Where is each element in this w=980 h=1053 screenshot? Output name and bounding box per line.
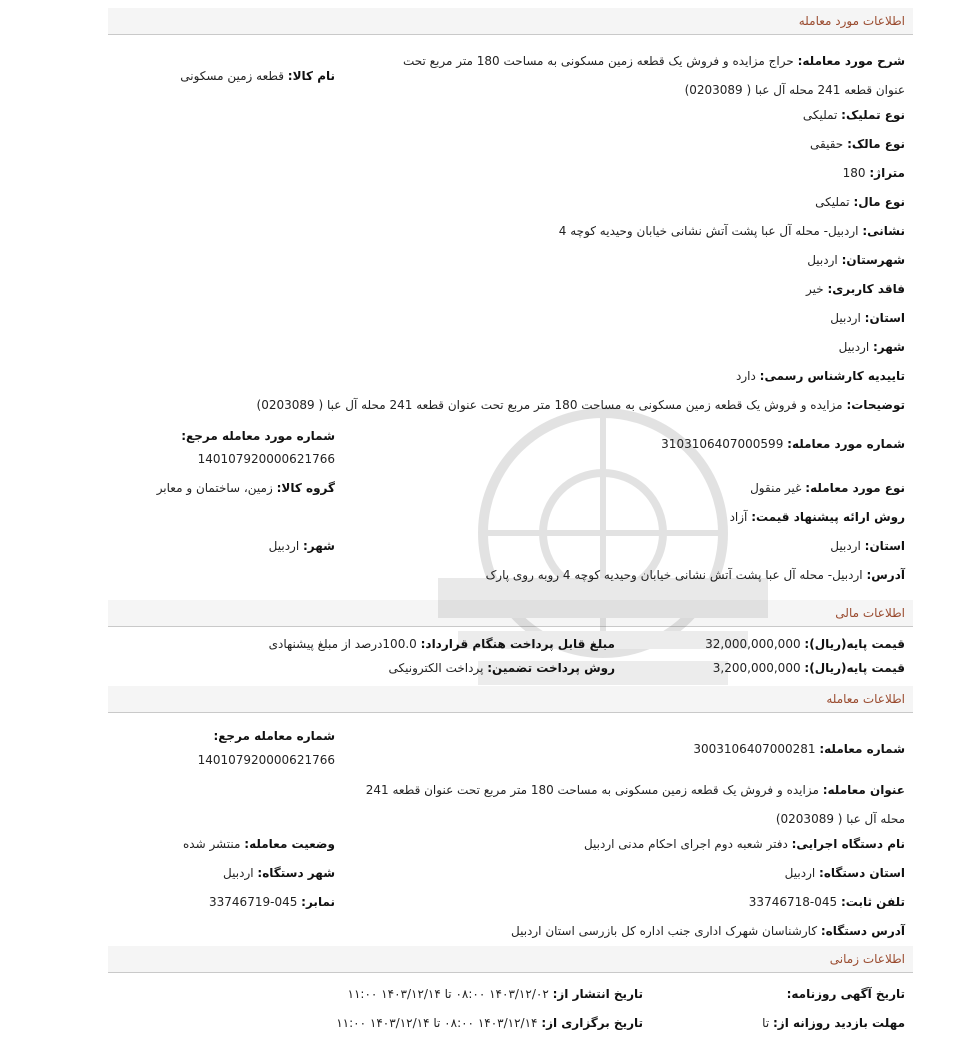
guarantee-method-label: روش پرداخت تضمین: <box>487 661 615 675</box>
deal-info-section <box>108 35 913 600</box>
publish-date <box>348 987 643 1001</box>
phone-label: تلفن ثابت: <box>840 895 905 909</box>
address <box>559 224 905 238</box>
transaction-title <box>345 776 905 834</box>
expert-approval-label: تاییدیه کارشناس رسمی: <box>759 369 905 383</box>
offer-method-value: آزاد <box>729 510 748 524</box>
city <box>839 340 905 354</box>
visit-deadline-value: تا <box>762 1016 770 1030</box>
guarantee-method-value: پرداخت الکترونیکی <box>388 661 484 675</box>
org-name-value: دفتر شعبه دوم اجرای احکام مدنی اردبیل <box>583 837 788 851</box>
transaction-ref-label: شماره معامله مرجع: <box>213 729 335 743</box>
offer-method <box>730 510 905 524</box>
section-header-financial: اطلاعات مالی <box>108 600 913 627</box>
newspaper-date <box>787 987 905 1001</box>
visit-deadline <box>762 1016 905 1030</box>
no-usage <box>806 282 905 296</box>
org-city-label: شهر دستگاه: <box>257 866 335 880</box>
deal-kind <box>750 481 905 495</box>
city-2-value: اردبیل <box>268 539 300 553</box>
city-value: اردبیل <box>838 340 870 354</box>
transaction-number <box>693 742 905 756</box>
province-2-value: اردبیل <box>830 539 861 553</box>
goods-name-value: قطعه زمین مسکونی <box>180 69 284 83</box>
payable-amount <box>269 637 615 651</box>
base-price-2-value: 3,200,000,000 <box>712 661 801 675</box>
county-label: شهرستان: <box>841 253 905 267</box>
org-city <box>223 866 335 880</box>
hold-date <box>336 1016 643 1030</box>
org-province <box>785 866 905 880</box>
goods-group-label: گروه کالا: <box>276 481 335 495</box>
org-address-value: کارشناسان شهرک اداری جنب اداره کل بازرسی استان اردبیل <box>510 924 818 938</box>
deal-description-value: حراج مزایده و فروش یک قطعه زمین مسکونی به مساحت 180 متر مربع تحت عنوان قطعه 241 محله آل عبا ( 0203089) <box>403 54 905 97</box>
deal-description <box>385 47 905 105</box>
explanations <box>257 398 905 412</box>
publish-date-value: ۱۴۰۳/۱۲/۰۲ ۰۸:۰۰ تا ۱۴۰۳/۱۲/۱۴ ۱۱:۰۰ <box>347 987 549 1001</box>
address-2 <box>486 568 905 582</box>
hold-date-label: تاریخ برگزاری از: <box>541 1016 643 1030</box>
ref-deal-number-value: 140107920000621766 <box>197 452 335 466</box>
deal-description-label: شرح مورد معامله: <box>797 54 905 68</box>
base-price-label: قیمت پایه(ریال): <box>804 637 905 651</box>
county-value: اردبیل <box>807 253 838 267</box>
publish-date-label: تاریخ انتشار از: <box>552 987 643 1001</box>
address-2-value: اردبیل- محله آل عبا پشت آتش نشانی خیابان وحیدیه کوچه 4 روبه روی پارک <box>485 568 863 582</box>
province-value: اردبیل <box>830 311 861 325</box>
ownership-type-label: نوع تملیک: <box>841 108 905 122</box>
goods-group <box>157 481 335 495</box>
financial-section <box>108 627 913 686</box>
explanations-label: توضیحات: <box>846 398 905 412</box>
property-type <box>815 195 905 209</box>
base-price <box>705 637 905 651</box>
base-price-2 <box>713 661 905 675</box>
owner-type-value: حقیقی <box>810 137 844 151</box>
fax <box>209 895 335 909</box>
address-label: نشانی: <box>862 224 905 238</box>
fax-value: 045-33746719 <box>209 895 298 909</box>
county <box>807 253 905 267</box>
ownership-type-value: تملیکی <box>802 108 838 122</box>
area-value: 180 <box>842 166 866 180</box>
expert-approval-value: دارد <box>736 369 756 383</box>
owner-type <box>810 137 905 151</box>
deal-kind-value: غیر منقول <box>750 481 802 495</box>
transaction-number-label: شماره معامله: <box>819 742 905 756</box>
offer-method-label: روش ارائه پیشنهاد قیمت: <box>751 510 905 524</box>
base-price-value: 32,000,000,000 <box>705 637 801 651</box>
area <box>843 166 905 180</box>
base-price-2-label: قیمت پایه(ریال): <box>804 661 905 675</box>
transaction-title-value: مزایده و فروش یک قطعه زمین مسکونی به مساحت 180 متر مربع تحت عنوان قطعه 241 محله آل عبا ( 0203089) <box>365 783 905 826</box>
transaction-number-value: 3003106407000281 <box>693 742 816 756</box>
city-2 <box>269 539 335 553</box>
explanations-value: مزایده و فروش یک قطعه زمین مسکونی به مساحت 180 متر مربع تحت عنوان قطعه 241 محله آل عبا ( 0203089) <box>256 398 843 412</box>
no-usage-label: فاقد کاربری: <box>827 282 905 296</box>
org-province-value: اردبیل <box>784 866 816 880</box>
transaction-status-value: منتشر شده <box>182 837 241 851</box>
phone-value: 045-33746718 <box>748 895 838 909</box>
fax-label: نمابر: <box>301 895 335 909</box>
province-2-label: استان: <box>864 539 905 553</box>
ref-deal-number <box>181 429 335 466</box>
org-province-label: استان دستگاه: <box>819 866 905 880</box>
transaction-ref <box>198 729 335 767</box>
org-city-value: اردبیل <box>223 866 254 880</box>
deal-number-label: شماره مورد معامله: <box>787 437 905 451</box>
no-usage-value: خیر <box>806 282 824 296</box>
expert-approval <box>736 369 905 383</box>
deal-kind-label: نوع مورد معامله: <box>805 481 905 495</box>
org-address-label: آدرس دستگاه: <box>820 924 905 938</box>
goods-group-value: زمین، ساختمان و معابر <box>156 481 273 495</box>
timing-section <box>108 973 913 1053</box>
province <box>830 311 905 325</box>
province-2 <box>830 539 905 553</box>
section-header-deal-info: اطلاعات مورد معامله <box>108 8 913 35</box>
org-name-label: نام دستگاه اجرایی: <box>791 837 905 851</box>
org-address <box>511 924 905 938</box>
address-2-label: آدرس: <box>866 568 905 582</box>
deal-number <box>661 437 905 451</box>
visit-deadline-label: مهلت بازدید روزانه از: <box>773 1016 905 1030</box>
transaction-status <box>183 837 335 851</box>
deal-number-value: 3103106407000599 <box>661 437 784 451</box>
city-2-label: شهر: <box>303 539 335 553</box>
section-header-timing: اطلاعات زمانی <box>108 946 913 973</box>
guarantee-method <box>389 661 615 675</box>
phone <box>749 895 905 909</box>
property-type-label: نوع مال: <box>853 195 905 209</box>
payable-amount-label: مبلغ قابل پرداخت هنگام قرارداد: <box>420 637 615 651</box>
hold-date-value: ۱۴۰۳/۱۲/۱۴ ۰۸:۰۰ تا ۱۴۰۳/۱۲/۱۴ ۱۱:۰۰ <box>336 1016 538 1030</box>
property-type-value: تملیکی <box>815 195 850 209</box>
transaction-section <box>108 713 913 946</box>
transaction-status-label: وضعیت معامله: <box>244 837 335 851</box>
deal-page <box>108 8 913 1038</box>
city-label: شهر: <box>873 340 905 354</box>
transaction-title-label: عنوان معامله: <box>822 783 905 797</box>
goods-name-label: نام کالا: <box>287 69 335 83</box>
address-value: اردبیل- محله آل عبا پشت آتش نشانی خیابان وحیدیه کوچه 4 <box>558 224 859 238</box>
goods-name <box>180 69 335 83</box>
area-label: متراژ: <box>869 166 905 180</box>
org-name <box>584 837 905 851</box>
payable-amount-value: 100.0درصد از مبلغ پیشنهادی <box>268 637 417 651</box>
province-label: استان: <box>864 311 905 325</box>
section-header-transaction: اطلاعات معامله <box>108 686 913 713</box>
owner-type-label: نوع مالک: <box>847 137 905 151</box>
newspaper-date-label: تاریخ آگهی روزنامه: <box>786 987 905 1001</box>
ownership-type <box>803 108 905 122</box>
transaction-ref-value: 140107920000621766 <box>197 753 335 767</box>
ref-deal-number-label: شماره مورد معامله مرجع: <box>181 429 335 443</box>
